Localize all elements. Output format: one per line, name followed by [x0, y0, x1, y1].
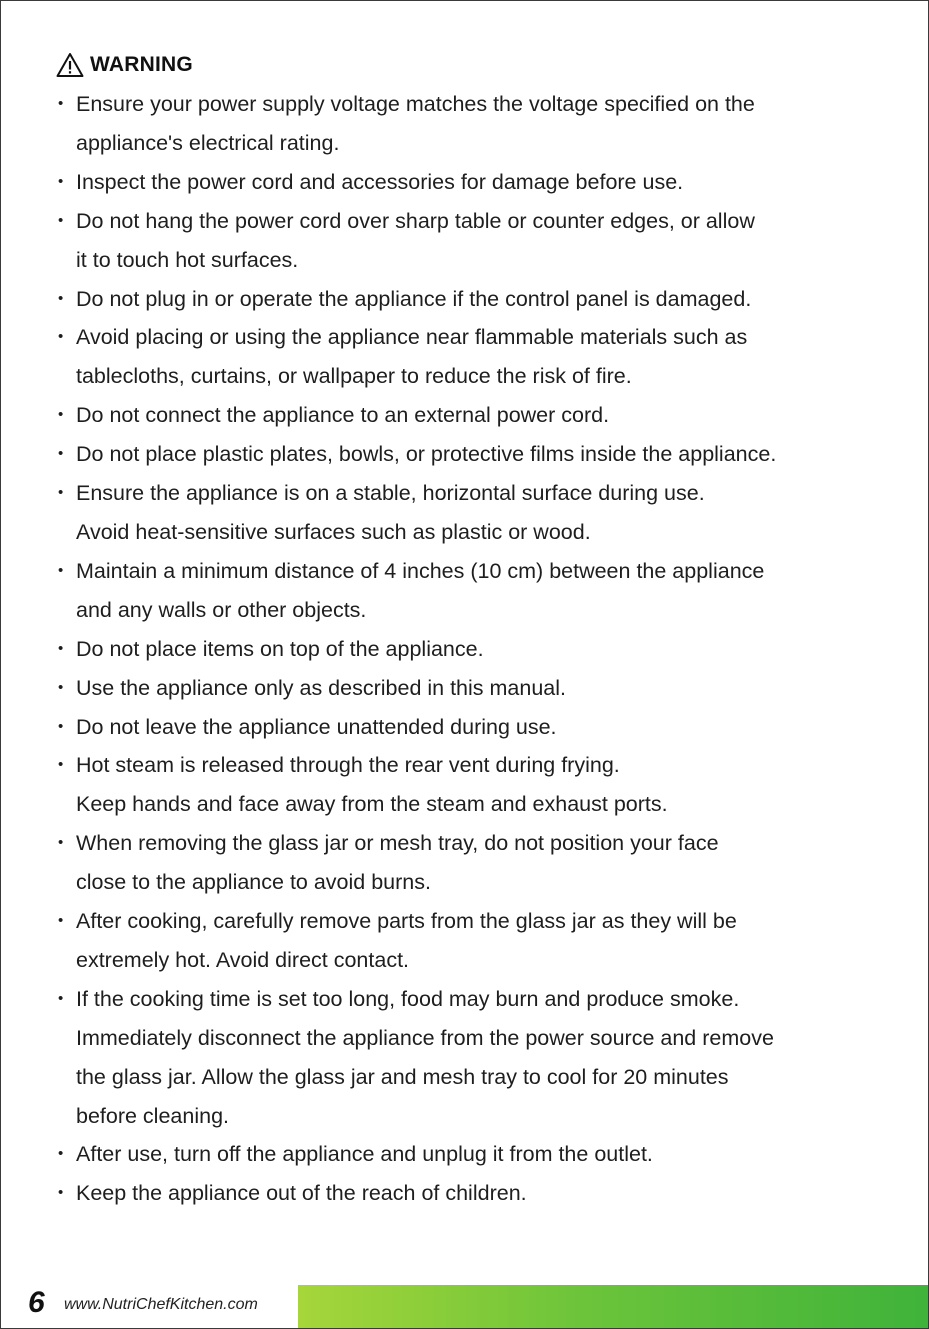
footer-green-bar	[298, 1285, 928, 1328]
warning-heading	[56, 50, 193, 80]
warning-item-line: Immediately disconnect the appliance from the power source and remove	[76, 1025, 774, 1050]
warning-item-line: Ensure your power supply voltage matches the voltage specified on the	[76, 92, 755, 116]
bullet-icon: •	[58, 717, 64, 735]
bullet-icon: •	[58, 912, 64, 930]
bullet-icon: •	[58, 1184, 64, 1202]
warning-item-line: Do not hang the power cord over sharp table or counter edges, or allow	[76, 208, 755, 233]
warning-item-line: Keep the appliance out of the reach of children.	[76, 1181, 527, 1206]
warning-item-line: Do not plug in or operate the appliance if the control panel is damaged.	[76, 286, 752, 311]
warning-item	[56, 1135, 886, 1174]
page-number: 6	[28, 1286, 45, 1319]
warning-item	[56, 824, 886, 902]
bullet-icon: •	[58, 1145, 64, 1163]
bullet-icon: •	[58, 678, 64, 696]
bullet-icon: •	[58, 328, 64, 346]
warning-item	[56, 435, 886, 474]
bullet-icon: •	[58, 484, 64, 502]
bullet-icon: •	[58, 406, 64, 424]
footer	[0, 1284, 929, 1328]
bullet-icon: •	[58, 289, 64, 307]
warning-triangle-icon	[56, 52, 84, 78]
warning-item	[56, 474, 886, 552]
bullet-icon: •	[58, 445, 64, 463]
website-link[interactable]: www.NutriChefKitchen.com	[64, 1296, 258, 1313]
warning-item-line: Hot steam is released through the rear vent during frying.	[76, 753, 620, 778]
warning-item-line: If the cooking time is set too long, food may burn and produce smoke.	[76, 986, 740, 1011]
warning-item-line: appliance's electrical rating.	[76, 130, 340, 155]
warning-item-line: and any walls or other objects.	[76, 597, 367, 622]
bullet-icon: •	[58, 561, 64, 579]
bullet-icon: •	[58, 172, 64, 190]
warning-item-line: the glass jar. Allow the glass jar and mesh tray to cool for 20 minutes	[76, 1064, 729, 1089]
warning-item	[56, 902, 886, 980]
warning-item	[56, 746, 886, 824]
warning-item	[56, 396, 886, 435]
warning-item-line: it to touch hot surfaces.	[76, 247, 299, 272]
warning-item-line: Do not connect the appliance to an external power cord.	[76, 403, 610, 428]
warning-item-line: Do not place plastic plates, bowls, or protective films inside the appliance.	[76, 442, 777, 467]
warning-item	[56, 280, 886, 319]
bullet-icon: •	[58, 211, 64, 229]
warning-item	[56, 1174, 886, 1213]
warning-item-line: Keep hands and face away from the steam and exhaust ports.	[76, 792, 668, 817]
bullet-icon: •	[58, 639, 64, 657]
warning-item-line: Use the appliance only as described in this manual.	[76, 675, 567, 700]
warning-item-line: tablecloths, curtains, or wallpaper to reduce the risk of fire.	[76, 364, 632, 389]
warning-title: WARNING	[90, 53, 193, 76]
warning-item	[56, 980, 886, 1136]
bullet-icon: •	[58, 756, 64, 774]
warning-item-line: When removing the glass jar or mesh tray, do not position your face	[76, 831, 719, 856]
warning-item	[56, 630, 886, 669]
warning-item-line: Avoid heat-sensitive surfaces such as plastic or wood.	[76, 519, 591, 544]
warning-item-line: Maintain a minimum distance of 4 inches (10 cm) between the appliance	[76, 558, 765, 583]
bullet-icon: •	[58, 989, 64, 1007]
warning-item-line: After cooking, carefully remove parts from the glass jar as they will be	[76, 909, 737, 934]
warning-item-line: Inspect the power cord and accessories for damage before use.	[76, 169, 684, 194]
warning-list	[56, 85, 886, 1213]
warning-item-line: Avoid placing or using the appliance near flammable materials such as	[76, 325, 748, 350]
warning-item	[56, 552, 886, 630]
warning-item	[56, 669, 886, 708]
warning-item-line: close to the appliance to avoid burns.	[76, 870, 431, 895]
warning-item-line: extremely hot. Avoid direct contact.	[76, 947, 410, 972]
warning-item-line: After use, turn off the appliance and unplug it from the outlet.	[76, 1142, 653, 1167]
warning-item	[56, 318, 886, 396]
warning-item	[56, 163, 886, 202]
warning-item	[56, 85, 886, 163]
warning-item-line: before cleaning.	[76, 1103, 229, 1128]
warning-item	[56, 202, 886, 280]
warning-item-line: Do not place items on top of the appliance.	[76, 636, 484, 661]
warning-item	[56, 708, 886, 747]
warning-item-line: Do not leave the appliance unattended during use.	[76, 714, 557, 739]
warning-item-line: Ensure the appliance is on a stable, horizontal surface during use.	[76, 481, 705, 506]
bullet-icon: •	[58, 834, 64, 852]
bullet-icon: •	[58, 95, 64, 112]
